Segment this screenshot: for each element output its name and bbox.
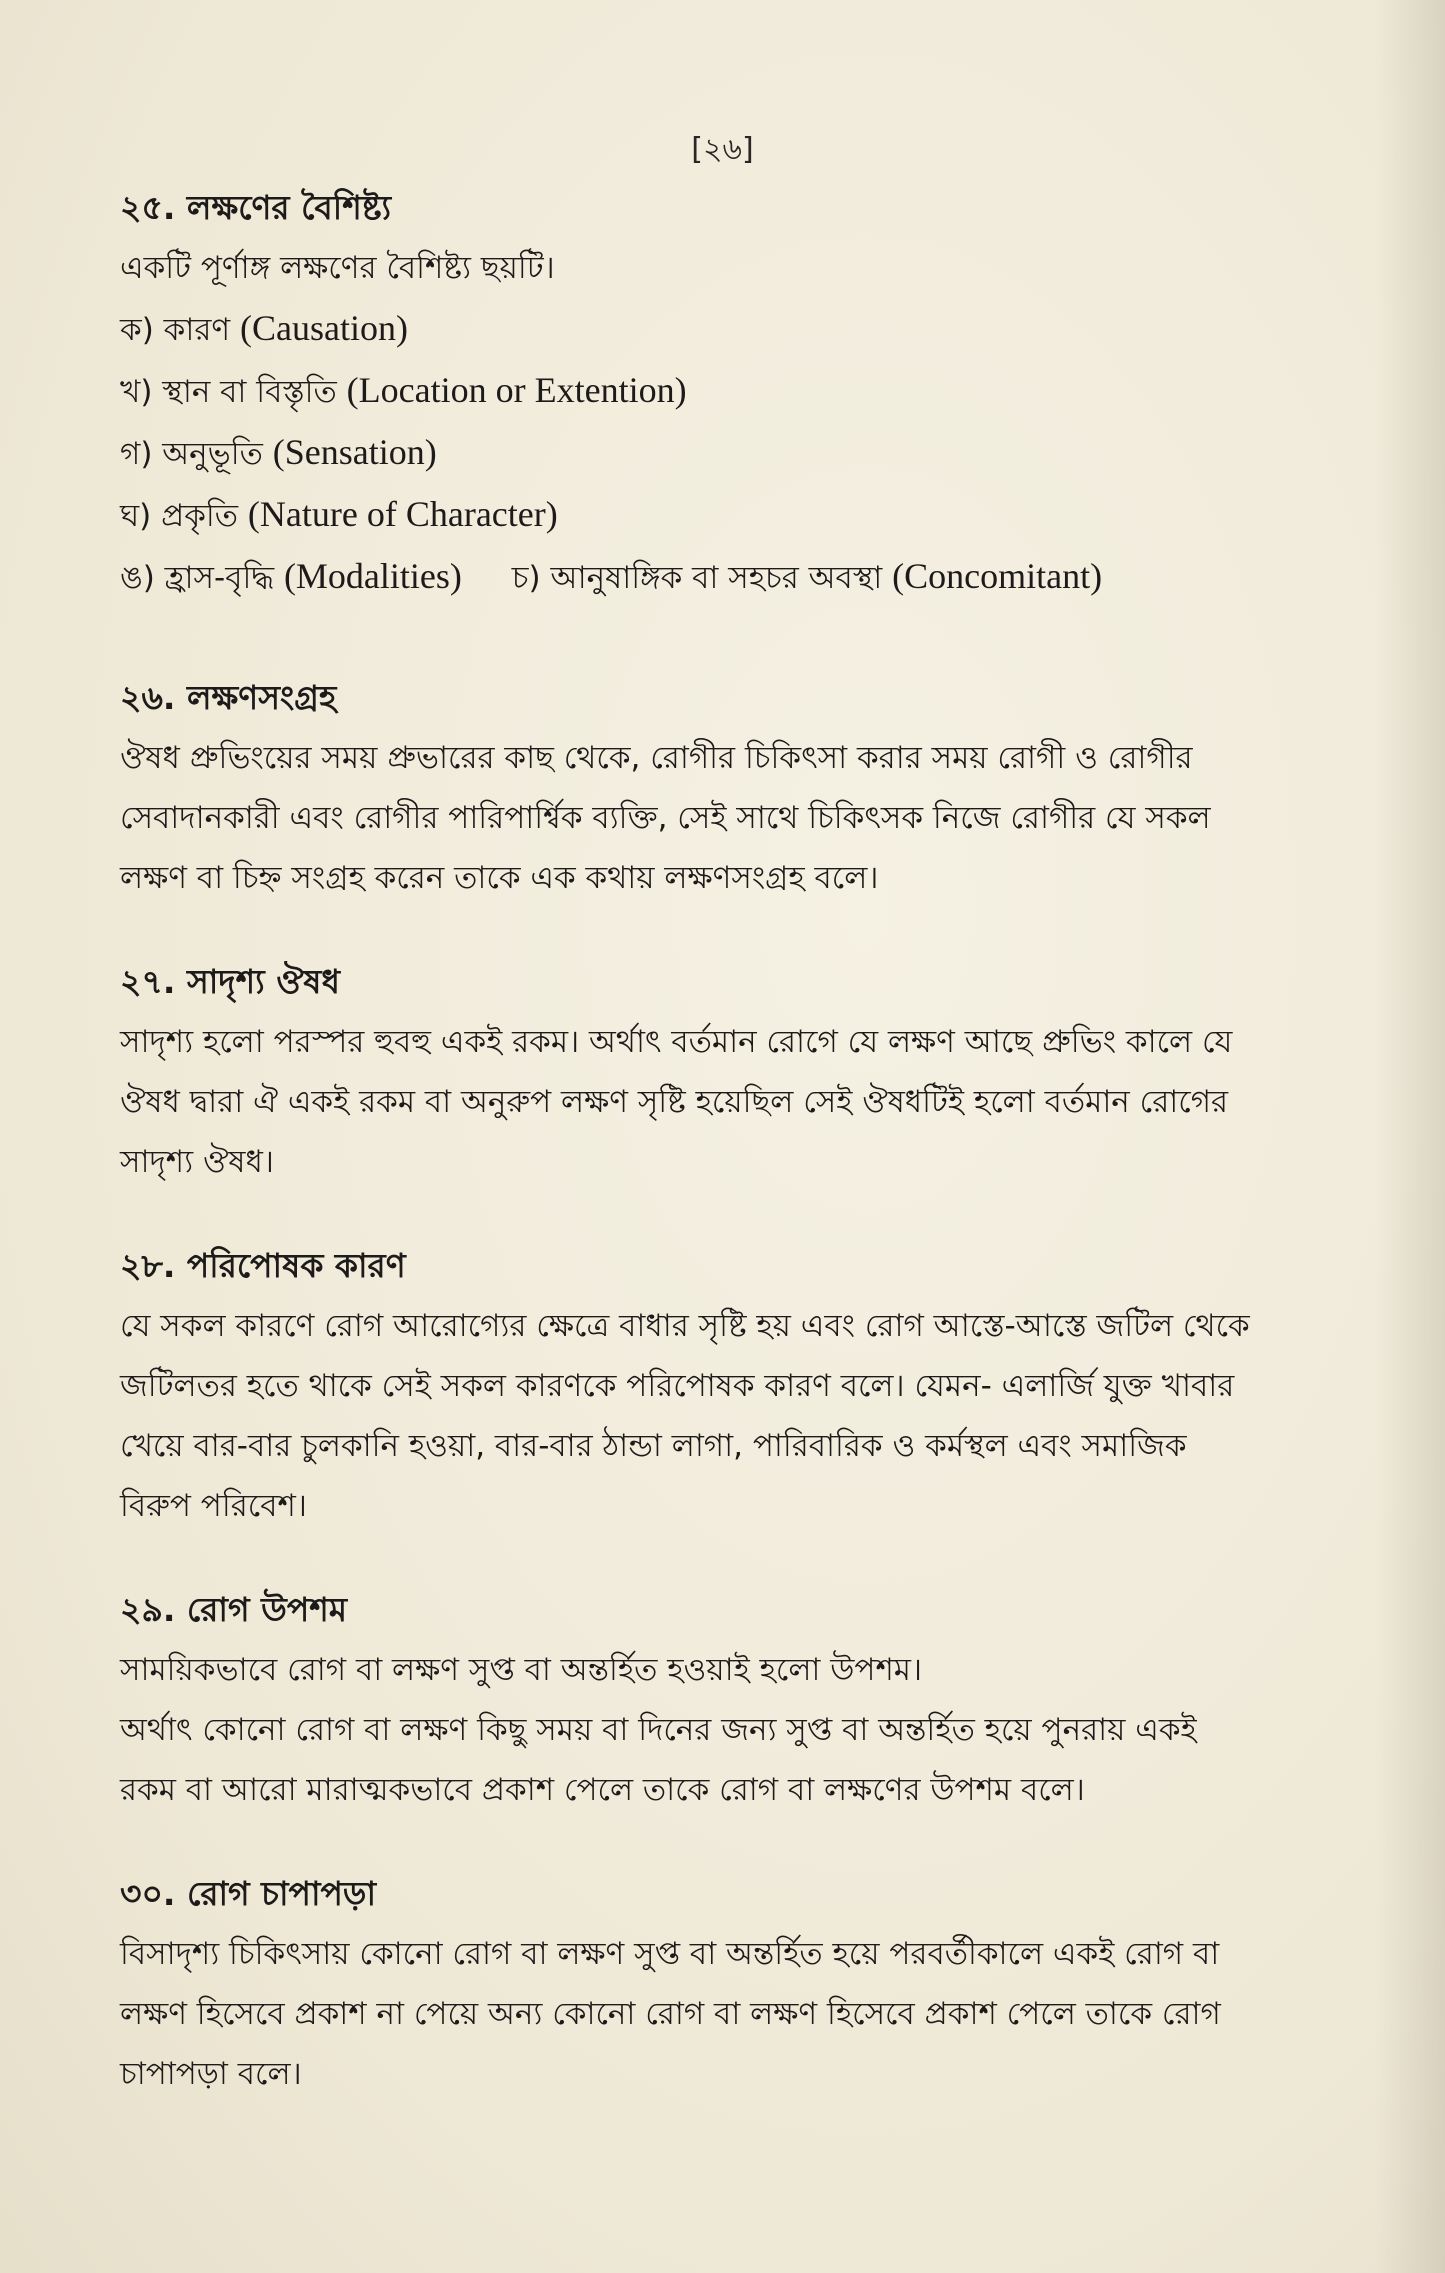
list-item: [120, 422, 1345, 484]
section-heading: ২৯. রোগ উপশম: [120, 1590, 348, 1629]
text-line: ঔষধ দ্বারা ঐ একই রকম বা অনুরুপ লক্ষণ সৃষ্টি হয়েছিল সেই ঔষধটিই হলো বর্তমান রোগের: [120, 1084, 1229, 1120]
text-line: রকম বা আরো মারাত্মকভাবে প্রকাশ পেলে তাকে রোগ বা লক্ষণের উপশম বলে।: [120, 1772, 1085, 1808]
text-line: লক্ষণ হিসেবে প্রকাশ না পেয়ে অন্য কোনো রোগ বা লক্ষণ হিসেবে প্রকাশ পেলে তাকে রোগ: [120, 1996, 1221, 2032]
section-heading: ২৭. সাদৃশ্য ঔষধ: [120, 962, 340, 1001]
section-heading: ২৮. পরিপোষক কারণ: [120, 1246, 406, 1285]
item-label: ক) কারণ: [120, 312, 231, 348]
section-28: [120, 1236, 1345, 1536]
list-item: [120, 484, 1345, 546]
section-27: [120, 952, 1345, 1192]
section-intro: একটি পূর্ণাঙ্গ লক্ষণের বৈশিষ্ট্য ছয়টি।: [120, 250, 555, 286]
item-label: খ) স্থান বা বিস্তৃতি: [120, 374, 337, 410]
section-29: [120, 1580, 1345, 1820]
item-english-term: (Location or Extention): [346, 370, 687, 410]
text-line: জটিলতর হতে থাকে সেই সকল কারণকে পরিপোষক কারণ বলে। যেমন- এলার্জি যুক্ত খাবার: [120, 1368, 1235, 1404]
item-english-term: (Causation): [239, 308, 408, 348]
text-line: সাময়িকভাবে রোগ বা লক্ষণ সুপ্ত বা অন্তর্হিত হওয়াই হলো উপশম।: [120, 1652, 923, 1688]
item-english-term: (Modalities): [283, 556, 462, 596]
page-number: [২৬]: [691, 132, 754, 167]
text-line: চাপাপড়া বলে।: [120, 2056, 302, 2092]
section-heading: ২৬. লক্ষণসংগ্রহ: [120, 678, 337, 717]
text-line: লক্ষণ বা চিহ্ন সংগ্রহ করেন তাকে এক কথায় লক্ষণসংগ্রহ বলে।: [120, 860, 879, 896]
text-line: অর্থাৎ কোনো রোগ বা লক্ষণ কিছু সময় বা দিনের জন্য সুপ্ত বা অন্তর্হিত হয়ে পুনরায় একই: [120, 1712, 1197, 1748]
text-line: বিরুপ পরিবেশ।: [120, 1488, 307, 1524]
section-25: [120, 178, 1345, 608]
item-english-term: (Sensation): [272, 432, 437, 472]
section-26: [120, 668, 1345, 908]
list-item: [120, 546, 1345, 608]
item-label: গ) অনুভূতি: [120, 436, 263, 472]
item-label: ঙ) হ্রাস-বৃদ্ধি: [120, 560, 275, 596]
text-line: ঔষধ প্রুভিংয়ের সময় প্রুভারের কাছ থেকে, রোগীর চিকিৎসা করার সময় রোগী ও রোগীর: [120, 740, 1193, 776]
list-item: [120, 360, 1345, 422]
item-english-term: (Nature of Character): [247, 494, 558, 534]
text-line: সেবাদানকারী এবং রোগীর পারিপার্শ্বিক ব্যক্তি, সেই সাথে চিকিৎসক নিজে রোগীর যে সকল: [120, 800, 1211, 836]
section-heading: ২৫. লক্ষণের বৈশিষ্ট্য: [120, 188, 392, 227]
text-line: যে সকল কারণে রোগ আরোগ্যের ক্ষেত্রে বাধার সৃষ্টি হয় এবং রোগ আস্তে-আস্তে জটিল থেকে: [120, 1308, 1250, 1344]
page-edge-shadow: [1375, 0, 1445, 2273]
text-line: বিসাদৃশ্য চিকিৎসায় কোনো রোগ বা লক্ষণ সুপ্ত বা অন্তর্হিত হয়ে পরবর্তীকালে একই রোগ বা: [120, 1936, 1220, 1972]
item-english-term: (Concomitant): [892, 556, 1103, 596]
section-heading: ৩০. রোগ চাপাপড়া: [120, 1874, 377, 1913]
section-30: [120, 1864, 1345, 2104]
item-label: ঘ) প্রকৃতি: [120, 498, 239, 534]
list-item: [120, 298, 1345, 360]
text-line: সাদৃশ্য হলো পরস্পর হুবহু একই রকম। অর্থাৎ বর্তমান রোগে যে লক্ষণ আছে প্রুভিং কালে যে: [120, 1024, 1233, 1060]
item-label: চ) আনুষাঙ্গিক বা সহচর অবস্থা: [511, 560, 883, 596]
text-line: খেয়ে বার-বার চুলকানি হওয়া, বার-বার ঠান্ডা লাগা, পারিবারিক ও কর্মস্থল এবং সমাজিক: [120, 1428, 1187, 1464]
page-content: [120, 178, 1345, 2104]
text-line: সাদৃশ্য ঔষধ।: [120, 1144, 274, 1180]
